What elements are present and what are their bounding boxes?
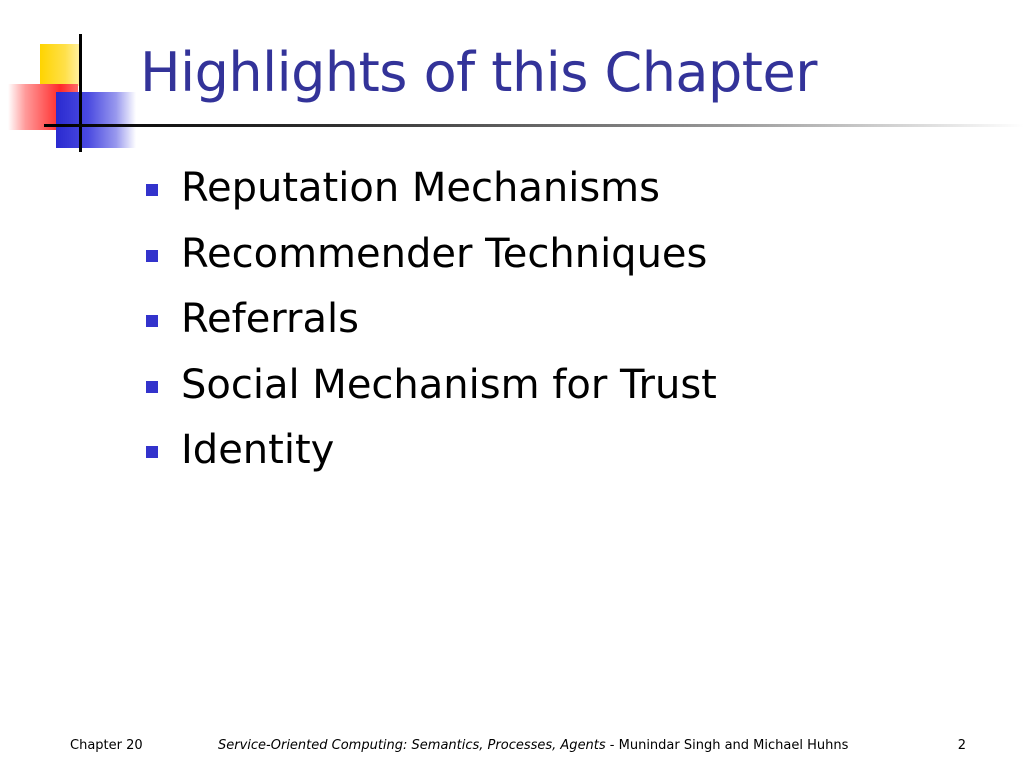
bullet-item [144, 226, 717, 292]
square-bullet-icon [146, 315, 158, 327]
vertical-line-decoration [79, 34, 82, 152]
yellow-square-decoration [40, 44, 82, 86]
bullet-text: Referrals [181, 296, 359, 342]
footer-chapter: Chapter 20 [70, 738, 143, 753]
bullet-text: Identity [181, 427, 335, 473]
bullet-text: Recommender Techniques [181, 230, 708, 277]
bullet-text: Reputation Mechanisms [181, 165, 660, 211]
bullet-item [144, 160, 717, 226]
corner-squares-logo-icon [0, 0, 140, 150]
square-bullet-icon [146, 184, 158, 196]
footer-book-title: Service-Oriented Computing: Semantics, Processes, Agents [218, 738, 606, 753]
footer-authors: - Munindar Singh and Michael Huhns [605, 738, 849, 753]
square-bullet-icon [146, 250, 158, 262]
blue-square-decoration [56, 92, 136, 148]
bullet-list [144, 160, 717, 488]
footer-citation [218, 738, 848, 754]
square-bullet-icon [146, 381, 158, 393]
footer-page-number: 2 [957, 738, 966, 753]
bullet-item [144, 357, 717, 423]
square-bullet-icon [146, 446, 158, 458]
bullet-item [144, 291, 717, 357]
slide-title: Highlights of this Chapter [140, 41, 817, 104]
bullet-text: Social Mechanism for Trust [181, 361, 717, 408]
bullet-item [144, 422, 717, 488]
title-underline-rule [44, 124, 1024, 127]
